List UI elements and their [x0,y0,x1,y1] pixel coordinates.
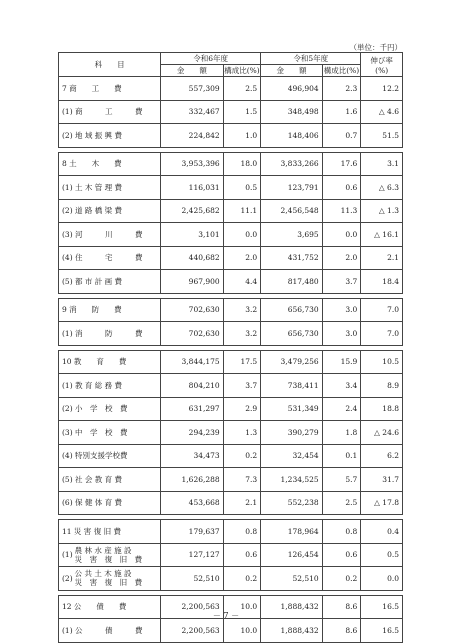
ratio-fy5: 0.6 [322,543,361,567]
growth-rate: 0.4 [361,520,403,544]
ratio-fy5: 15.9 [322,350,361,374]
header-fy6-amount: 金 額 [161,65,224,77]
row-name: (1) 消 防 費 [59,322,161,346]
ratio-fy5: 1.6 [322,100,361,124]
amount-fy6: 967,900 [161,270,224,294]
row-name: (6) 保 健 体 育 費 [59,491,161,515]
amount-fy5: 656,730 [261,298,323,322]
table-row-category [59,152,403,176]
row-index: (2) [62,573,73,583]
growth-rate: △ 16.1 [361,223,403,247]
row-name: 9 消 防 費 [59,298,161,322]
ratio-fy5: 2.3 [322,77,361,101]
amount-fy5: 552,238 [261,491,323,515]
ratio-fy5: 0.1 [322,444,361,468]
amount-fy6: 2,425,682 [161,199,224,223]
table-row-subcategory [59,270,403,294]
ratio-fy5: 2.4 [322,397,361,421]
ratio-fy6: 11.1 [223,199,261,223]
amount-fy6: 3,101 [161,223,224,247]
amount-fy5: 3,833,266 [261,152,323,176]
row-name: 12 公 債 費 [59,595,161,619]
growth-rate: 10.5 [361,350,403,374]
amount-fy5: 3,695 [261,223,323,247]
amount-fy6: 2,200,563 [161,619,224,643]
amount-fy5: 2,456,548 [261,199,323,223]
ratio-fy5: 8.6 [322,619,361,643]
amount-fy6: 453,668 [161,491,224,515]
row-name: (2) 道 路 橋 梁 費 [59,199,161,223]
growth-rate: 16.5 [361,619,403,643]
amount-fy5: 3,479,256 [261,350,323,374]
table-row-subcategory [59,322,403,346]
ratio-fy5: 5.7 [322,468,361,492]
table-row-subcategory [59,543,403,567]
amount-fy6: 804,210 [161,374,224,398]
table-row-subcategory [59,100,403,124]
ratio-fy6: 0.0 [223,223,261,247]
amount-fy6: 34,473 [161,444,224,468]
amount-fy5: 123,791 [261,176,323,200]
ratio-fy6: 2.1 [223,491,261,515]
ratio-fy5: 11.3 [322,199,361,223]
table-row-subcategory [59,374,403,398]
amount-fy5: 52,510 [261,567,323,591]
row-name [59,543,161,567]
ratio-fy6: 1.3 [223,421,261,445]
amount-fy5: 1,234,525 [261,468,323,492]
row-name-line2: 災 害 復 旧 費 [74,554,143,564]
amount-fy6: 224,842 [161,124,224,148]
amount-fy6: 294,239 [161,421,224,445]
amount-fy6: 52,510 [161,567,224,591]
ratio-fy6: 0.2 [223,444,261,468]
header-growth-label: 伸び率 [370,55,393,65]
row-name: (1) 商 工 費 [59,100,161,124]
budget-table [58,52,403,643]
ratio-fy6: 3.7 [223,374,261,398]
ratio-fy6: 0.5 [223,176,261,200]
growth-rate: 12.2 [361,77,403,101]
growth-rate: △ 17.8 [361,491,403,515]
amount-fy5: 738,411 [261,374,323,398]
amount-fy5: 656,730 [261,322,323,346]
table-row-subcategory [59,567,403,591]
growth-rate: 18.8 [361,397,403,421]
header-growth-unit: (%) [375,65,389,75]
growth-rate: 16.5 [361,595,403,619]
row-name: (1) 公 債 費 [59,619,161,643]
amount-fy5: 390,279 [261,421,323,445]
amount-fy6: 702,630 [161,298,224,322]
ratio-fy5: 2.0 [322,246,361,270]
table-row-subcategory [59,468,403,492]
row-name-line2: 災 害 復 旧 費 [74,578,143,588]
table-row-subcategory [59,444,403,468]
amount-fy5: 32,454 [261,444,323,468]
ratio-fy6: 1.5 [223,100,261,124]
amount-fy5: 148,406 [261,124,323,148]
amount-fy5: 178,964 [261,520,323,544]
ratio-fy6: 2.5 [223,77,261,101]
table-row-subcategory [59,619,403,643]
row-name: 7 商 工 費 [59,77,161,101]
header-growth [361,53,403,77]
ratio-fy5: 0.2 [322,567,361,591]
amount-fy5: 531,349 [261,397,323,421]
budget-rows [59,77,403,643]
ratio-fy6: 3.2 [223,298,261,322]
header-category: 科 目 [59,53,161,77]
ratio-fy5: 3.0 [322,298,361,322]
row-name: (5) 社 会 教 育 費 [59,468,161,492]
ratio-fy5: 0.6 [322,176,361,200]
row-name: 8 土 木 費 [59,152,161,176]
row-name: (4) 住 宅 費 [59,246,161,270]
ratio-fy5: 8.6 [322,595,361,619]
row-name-line1: 農 林 水 産 施 設 [74,545,132,555]
ratio-fy6: 17.5 [223,350,261,374]
amount-fy6: 127,127 [161,543,224,567]
header-fy5-amount: 金 額 [261,65,323,77]
table-row-category [59,520,403,544]
amount-fy5: 1,888,432 [261,619,323,643]
growth-rate: 51.5 [361,124,403,148]
table-row-subcategory [59,124,403,148]
growth-rate: 31.7 [361,468,403,492]
ratio-fy6: 0.2 [223,567,261,591]
row-name: (5) 都 市 計 画 費 [59,270,161,294]
growth-rate: 7.0 [361,298,403,322]
amount-fy6: 702,630 [161,322,224,346]
amount-fy6: 1,626,288 [161,468,224,492]
unit-label: （単位：千円） [349,43,402,52]
row-name: 11 災 害 復 旧 費 [59,520,161,544]
amount-fy5: 496,904 [261,77,323,101]
row-name: (1) 教 育 総 務 費 [59,374,161,398]
ratio-fy5: 0.0 [322,223,361,247]
growth-rate: 8.9 [361,374,403,398]
ratio-fy6: 7.3 [223,468,261,492]
table-row-category [59,77,403,101]
table-row-subcategory [59,246,403,270]
ratio-fy5: 3.7 [322,270,361,294]
ratio-fy5: 1.8 [322,421,361,445]
ratio-fy5: 3.4 [322,374,361,398]
ratio-fy5: 17.6 [322,152,361,176]
growth-rate: 0.5 [361,543,403,567]
growth-rate: △ 6.3 [361,176,403,200]
table-row-category [59,350,403,374]
ratio-fy5: 2.5 [322,491,361,515]
header-fy6: 令和6年度 [161,53,261,65]
amount-fy6: 440,682 [161,246,224,270]
growth-rate: 18.4 [361,270,403,294]
ratio-fy6: 18.0 [223,152,261,176]
growth-rate: 7.0 [361,322,403,346]
ratio-fy5: 0.8 [322,520,361,544]
table-row-subcategory [59,176,403,200]
row-name: (1) 土 木 管 理 費 [59,176,161,200]
table-row-subcategory [59,199,403,223]
row-index: (1) [62,550,73,560]
growth-rate: 0.0 [361,567,403,591]
row-name: (4) 特別支援学校費 [59,444,161,468]
amount-fy6: 3,953,396 [161,152,224,176]
growth-rate: 6.2 [361,444,403,468]
table-row-subcategory [59,491,403,515]
row-name: 10 教 育 費 [59,350,161,374]
amount-fy5: 431,752 [261,246,323,270]
header-fy5-ratio: 構成比(%) [323,66,360,75]
ratio-fy6: 1.0 [223,124,261,148]
amount-fy5: 1,888,432 [261,595,323,619]
amount-fy6: 179,637 [161,520,224,544]
row-name [59,567,161,591]
ratio-fy6: 2.9 [223,397,261,421]
row-name-line1: 公 共 土 木 施 設 [74,569,132,579]
growth-rate: △ 1.3 [361,199,403,223]
row-name: (2) 小 学 校 費 [59,397,161,421]
table-row-subcategory [59,421,403,445]
growth-rate: △ 24.6 [361,421,403,445]
ratio-fy6: 4.4 [223,270,261,294]
ratio-fy5: 3.0 [322,322,361,346]
ratio-fy6: 0.8 [223,520,261,544]
growth-rate: 2.1 [361,246,403,270]
growth-rate: △ 4.6 [361,100,403,124]
amount-fy5: 348,498 [261,100,323,124]
growth-rate: 3.1 [361,152,403,176]
amount-fy6: 557,309 [161,77,224,101]
amount-fy6: 631,297 [161,397,224,421]
ratio-fy5: 0.7 [322,124,361,148]
ratio-fy6: 2.0 [223,246,261,270]
row-name: (3) 中 学 校 費 [59,421,161,445]
amount-fy5: 126,454 [261,543,323,567]
amount-fy6: 332,467 [161,100,224,124]
amount-fy6: 2,200,563 [161,595,224,619]
ratio-fy6: 10.0 [223,595,261,619]
page-number: － 7 － [212,611,240,620]
amount-fy5: 817,480 [261,270,323,294]
table-row-subcategory [59,223,403,247]
table-row-category [59,298,403,322]
ratio-fy6: 10.0 [223,619,261,643]
amount-fy6: 116,031 [161,176,224,200]
amount-fy6: 3,844,175 [161,350,224,374]
header-fy5: 令和5年度 [261,53,361,65]
ratio-fy6: 0.6 [223,543,261,567]
ratio-fy6: 3.2 [223,322,261,346]
row-name: (2) 地 域 振 興 費 [59,124,161,148]
row-name: (3) 河 川 費 [59,223,161,247]
header-fy6-ratio: 構成比(%) [224,66,260,75]
table-row-subcategory [59,397,403,421]
